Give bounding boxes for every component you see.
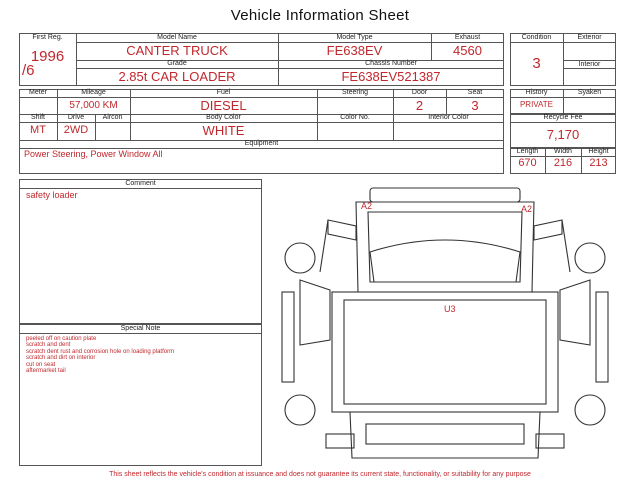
special-note-item: cut on seat [26,361,56,368]
shift-value: MT [30,124,46,136]
grade-label: Grade [167,60,187,67]
door-value: 2 [415,98,424,113]
height-label: Height [588,148,609,155]
model-type-label: Model Type [336,34,373,41]
exhaust-value: 4560 [453,43,482,58]
fuel-label: Fuel [216,89,231,96]
condition-value: 3 [532,55,541,72]
drive-value: 2WD [63,124,89,136]
meter-label: Meter [29,89,47,96]
chassis-number-label: Chassis Number [365,60,417,67]
model-name-value: CANTER TRUCK [126,43,228,58]
damage-mark-front-left: A2 [361,201,373,211]
special-note-item: scratch and dirt on interior [26,355,96,362]
length-value: 670 [518,157,537,169]
interior-color-label: Interior Color [428,114,469,121]
body-color-value: WHITE [202,123,245,138]
chassis-number-value: FE638EV521387 [341,69,441,84]
syaken-label: Syaken [577,89,602,96]
recycle-fee-value: 7,170 [546,127,580,142]
first-reg-label: First Reg. [32,34,63,41]
height-value: 213 [589,157,608,169]
history-label: History [525,89,548,96]
color-no-label: Color No. [340,114,370,121]
mileage-value: 57,000 KM [69,100,118,111]
condition-label: Condition [521,34,552,41]
special-note-item: scratch dent rust and corrosion hole on loading platform [26,348,175,355]
disclaimer-footer: This sheet reflects the vehicle's condition at issuance and does not guarantee its current state, functionality, or suitability for any purpose [109,471,531,478]
first-reg-year: 1996 [30,48,65,65]
vehicle-damage-diagram [270,180,620,468]
drive-label: Drive [67,114,85,121]
steering-label: Steering [341,89,369,96]
special-note-label: Special Note [120,325,161,332]
body-color-label: Body Color [206,114,241,121]
seat-value: 3 [471,98,479,113]
recycle-fee-label: Recycle Fee [543,114,583,121]
fuel-value: DIESEL [200,98,247,113]
first-reg-month: /6 [22,62,35,79]
damage-mark-front-right: A2 [521,204,533,214]
door-label: Door [411,89,428,96]
width-label: Width [554,148,572,155]
mileage-label: Mileage [81,89,106,96]
exterior-label: Exterior [577,34,602,41]
comment-text: safety loader [26,190,78,200]
page-title: Vehicle Information Sheet [230,7,410,24]
history-value: PRIVATE [519,100,554,109]
special-note-item: scratch and dent [26,342,71,349]
exhaust-label: Exhaust [454,34,481,41]
model-type-value: FE638EV [326,43,383,58]
interior-label: Interior [578,61,601,68]
length-label: Length [516,148,539,155]
aircon-label: Aircon [102,114,123,121]
equipment-value: Power Steering, Power Window All [24,149,163,159]
comment-box [19,179,262,324]
shift-label: Shift [30,114,45,121]
special-note-item: peeled off on caution plate [26,336,97,342]
model-name-label: Model Name [157,34,197,41]
grade-value: 2.85t CAR LOADER [118,69,236,84]
width-value: 216 [553,157,573,169]
damage-mark-center: U3 [444,304,456,314]
seat-label: Seat [467,89,483,96]
special-note-list [26,336,174,374]
equipment-label: Equipment [244,140,279,147]
comment-label: Comment [125,180,156,187]
special-note-item: aftermarket tail [26,368,66,375]
